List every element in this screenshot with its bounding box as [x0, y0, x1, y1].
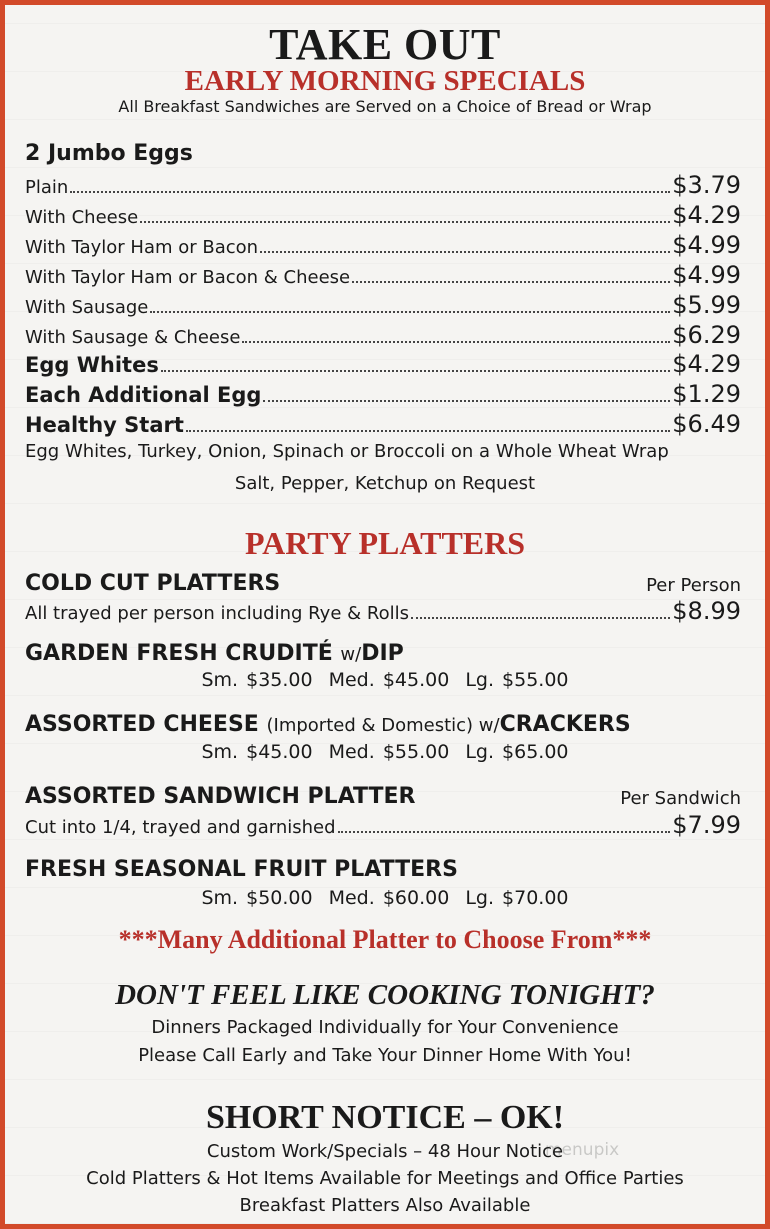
- item-name: Healthy Start: [25, 413, 184, 437]
- item-name: With Sausage: [25, 297, 149, 318]
- party-platters-heading: PARTY PLATTERS: [244, 525, 526, 561]
- leader-dots: [150, 311, 670, 313]
- sandwich-heading: ASSORTED SANDWICH PLATTER: [25, 784, 416, 809]
- item-name: Plain: [25, 177, 69, 198]
- condiments-note: Salt, Pepper, Ketchup on Request: [234, 473, 536, 494]
- item-name: Cut into 1/4, trayed and garnished: [25, 817, 336, 838]
- menu-item: [25, 201, 741, 229]
- dinner-heading: DON'T FEEL LIKE COOKING TONIGHT?: [115, 979, 655, 1011]
- leader-dots: [186, 430, 670, 432]
- item-name: With Sausage & Cheese: [25, 327, 241, 348]
- cold-cut-heading: COLD CUT PLATTERS: [25, 571, 281, 596]
- size-small: Sm. $45.00: [201, 741, 313, 763]
- leader-dots: [352, 281, 670, 283]
- item-price: $6.49: [672, 410, 741, 438]
- fruit-sizes: [5, 887, 765, 909]
- leader-dots: [263, 400, 670, 402]
- early-specials-heading: EARLY MORNING SPECIALS: [184, 65, 586, 97]
- menu-item: [25, 380, 741, 408]
- item-name: With Cheese: [25, 207, 139, 228]
- cheese-heading: [25, 712, 631, 737]
- notice-line-3: Breakfast Platters Also Available: [239, 1195, 531, 1216]
- size-large: Lg. $65.00: [465, 741, 569, 763]
- menu-item: [25, 171, 741, 199]
- size-large: Lg. $70.00: [465, 887, 569, 909]
- item-price: $8.99: [672, 597, 741, 625]
- cheese-sizes: [5, 741, 765, 763]
- item-price: $4.99: [672, 261, 741, 289]
- size-medium: Med. $45.00: [328, 669, 450, 691]
- item-name: Egg Whites: [25, 353, 159, 377]
- size-medium: Med. $55.00: [328, 741, 450, 763]
- menu-item: [25, 410, 741, 438]
- size-large: Lg. $55.00: [465, 669, 569, 691]
- item-name: All trayed per person including Rye & Rolls: [25, 603, 409, 624]
- leader-dots: [411, 617, 670, 619]
- menu-item: [25, 811, 741, 839]
- crudite-with: w/: [340, 644, 362, 665]
- healthy-start-desc: Egg Whites, Turkey, Onion, Spinach or Broccoli on a Whole Wheat Wrap: [25, 441, 669, 462]
- item-name: With Taylor Ham or Bacon: [25, 237, 259, 258]
- menu-item: [25, 261, 741, 289]
- item-price: $1.29: [672, 380, 741, 408]
- page-title: TAKE OUT: [269, 20, 501, 69]
- leader-dots: [242, 341, 670, 343]
- size-medium: Med. $60.00: [328, 887, 450, 909]
- menu-item: [25, 321, 741, 349]
- size-small: Sm. $50.00: [201, 887, 313, 909]
- size-small: Sm. $35.00: [201, 669, 313, 691]
- leader-dots: [260, 251, 670, 253]
- item-price: $7.99: [672, 811, 741, 839]
- jumbo-eggs-heading: 2 Jumbo Eggs: [25, 141, 193, 166]
- item-price: $3.79: [672, 171, 741, 199]
- additional-platters-note: ***Many Additional Platter to Choose From***: [118, 925, 652, 954]
- item-name: Each Additional Egg: [25, 383, 262, 407]
- leader-dots: [161, 370, 670, 372]
- per-person-note: Per Person: [646, 575, 741, 596]
- menu-item: [25, 350, 741, 378]
- item-price: $4.99: [672, 231, 741, 259]
- bread-note: All Breakfast Sandwiches are Served on a Choice of Bread or Wrap: [118, 97, 652, 116]
- crudite-suffix: DIP: [361, 641, 404, 666]
- leader-dots: [338, 831, 671, 833]
- item-name: With Taylor Ham or Bacon & Cheese: [25, 267, 351, 288]
- item-price: $4.29: [672, 201, 741, 229]
- crudite-sizes: [5, 669, 765, 691]
- per-sandwich-note: Per Sandwich: [620, 788, 741, 809]
- notice-line-2: Cold Platters & Hot Items Available for Meetings and Office Parties: [86, 1168, 684, 1189]
- notice-line-1: Custom Work/Specials – 48 Hour Notice: [206, 1141, 564, 1162]
- item-price: $5.99: [672, 291, 741, 319]
- crudite-title: GARDEN FRESH CRUDITÉ: [25, 641, 333, 666]
- leader-dots: [70, 191, 670, 193]
- leader-dots: [140, 221, 670, 223]
- fruit-heading: FRESH SEASONAL FRUIT PLATTERS: [25, 857, 458, 882]
- dinner-line-1: Dinners Packaged Individually for Your Convenience: [151, 1017, 619, 1038]
- cheese-suffix: CRACKERS: [499, 712, 631, 737]
- watermark-logo: menupix: [545, 1140, 620, 1160]
- menu-item: [25, 291, 741, 319]
- menu-item: [25, 231, 741, 259]
- item-price: $4.29: [672, 350, 741, 378]
- cheese-title: ASSORTED CHEESE: [25, 712, 259, 737]
- dinner-line-2: Please Call Early and Take Your Dinner Home With You!: [138, 1045, 632, 1066]
- menu-item: [25, 597, 741, 625]
- item-price: $6.29: [672, 321, 741, 349]
- crudite-heading: [25, 641, 404, 666]
- short-notice-heading: SHORT NOTICE – OK!: [205, 1099, 565, 1136]
- cheese-middle: (Imported & Domestic) w/: [266, 715, 500, 736]
